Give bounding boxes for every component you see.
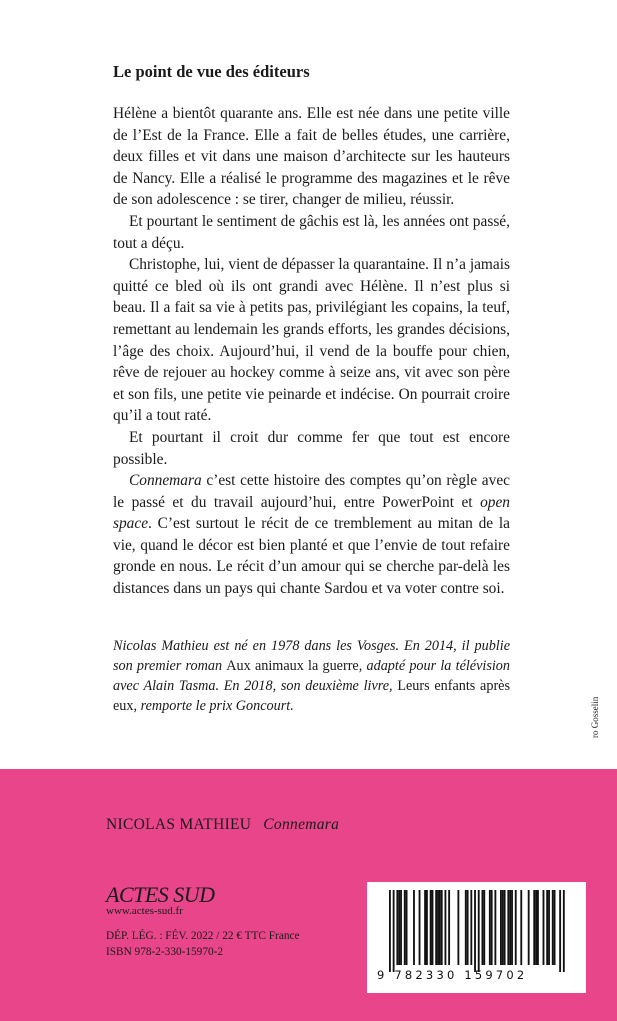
barcode-bar bbox=[483, 890, 485, 965]
barcode-bar bbox=[502, 890, 504, 965]
barcode-bar bbox=[543, 890, 545, 965]
barcode-bar bbox=[554, 890, 556, 965]
synopsis-paragraph-2: Et pourtant le sentiment de gâchis est là, les années ont passé, tout a déçu. bbox=[113, 212, 510, 252]
author-bio bbox=[113, 636, 510, 716]
photo-credit: ro Gosselin bbox=[590, 696, 600, 738]
isbn: ISBN 978-2-330-15970-2 bbox=[106, 945, 224, 958]
paragraph-5-text-a: c’est cette histoire des comptes qu’on règle avec le passé et du travail aujourd’hui, entre PowerPoint et bbox=[113, 472, 510, 511]
publisher-logo: ACTES SUD bbox=[106, 882, 215, 907]
barcode-bar bbox=[467, 890, 469, 965]
barcode-bar bbox=[507, 890, 509, 965]
barcode-bar bbox=[406, 890, 408, 965]
barcode-bar bbox=[441, 890, 443, 965]
barcode-bar bbox=[426, 890, 428, 965]
barcode-bar bbox=[535, 890, 537, 965]
barcode-bar bbox=[448, 890, 450, 965]
synopsis bbox=[113, 103, 510, 600]
barcode-bar bbox=[432, 890, 434, 965]
bio-part-3: , remporte le prix Goncourt. bbox=[133, 698, 294, 714]
barcode-bar bbox=[424, 890, 426, 965]
barcode-bar bbox=[563, 890, 565, 972]
barcode-bar bbox=[404, 890, 406, 965]
synopsis-paragraph-1: Hélène a bientôt quarante ans. Elle est née dans une petite ville de l’Est de la France. Elle a fait de belles études, une carrière, deux filles et vit dans une maison d’architecte sur les hauteurs de Nancy. Elle a réalisé le programme des magazines et le rêve de son adolescence : se tirer, changer de milieu, réussir. bbox=[113, 105, 510, 209]
book-title-emphasis: Connemara bbox=[129, 472, 202, 490]
author-title-line bbox=[106, 816, 339, 834]
barcode-bar bbox=[389, 890, 391, 972]
barcode-bar bbox=[504, 890, 506, 965]
legal-info bbox=[106, 929, 300, 960]
barcode-bar bbox=[413, 890, 415, 965]
author-name: NICOLAS MATHIEU bbox=[106, 816, 252, 833]
barcode-bar bbox=[509, 890, 511, 965]
barcode-digits: 9 782330 159702 bbox=[377, 968, 528, 982]
barcode-bar bbox=[500, 890, 502, 965]
barcode-bar bbox=[546, 890, 548, 965]
synopsis-paragraph-4: Et pourtant il croit dur comme fer que tout est encore possible. bbox=[113, 428, 510, 468]
barcode-bar bbox=[482, 890, 484, 965]
barcode-bar bbox=[552, 890, 554, 965]
paragraph-5-text-b: . C’est surtout le récit de ce tremblement au mitan de la vie, quand le décor est bien planté et que l’envie de tout refaire gronde en nous. Le récit d’un amour qui se cherche par-delà les distances dans un pays qui chante Sardou et va voter contre soi. bbox=[113, 515, 510, 598]
book-title: Connemara bbox=[263, 816, 340, 833]
barcode-bar bbox=[474, 890, 476, 972]
barcode-bar bbox=[528, 890, 530, 965]
barcode-bar bbox=[491, 890, 493, 965]
barcode-bar bbox=[437, 890, 439, 965]
barcode-bar bbox=[478, 890, 480, 972]
barcode-bar bbox=[470, 890, 472, 965]
barcode-bar bbox=[435, 890, 437, 965]
barcode-bar bbox=[533, 890, 535, 965]
barcode-bar bbox=[445, 890, 447, 965]
barcode-bar bbox=[396, 890, 398, 965]
barcode-bar bbox=[398, 890, 400, 965]
synopsis-paragraph-3: Christophe, lui, vient de dépasser la quarantaine. Il n’a jamais quitté ce bled où ils ont grandi avec Hélène. Il n’est plus si beau. Il a fait sa vie à petits pas, privilégiant les copains, la teuf, remettant au lendemain les grands efforts, les grandes décisions, l’âge des choix. Aujourd’hui, il vend de la bouffe pour chien, rêve de rejouer au hockey comme à seize ans, vit avec son père et son fils, une petite vie peinarde et indécise. On pourrait croire qu’il a tout raté. bbox=[113, 256, 510, 425]
bio-second-novel: Leurs enfants après eux bbox=[113, 678, 510, 714]
barcode-bar bbox=[430, 890, 432, 965]
barcode-bar bbox=[559, 890, 561, 972]
barcode-bar bbox=[511, 890, 513, 965]
barcode-bar bbox=[393, 890, 395, 972]
bio-part-1: Nicolas Mathieu est né en 1978 dans les Vosges. En 2014, il publie son premier roman bbox=[113, 638, 510, 674]
open-space-emphasis: open space bbox=[113, 493, 510, 533]
barcode-bar bbox=[457, 890, 459, 965]
barcode-bar bbox=[537, 890, 539, 965]
bio-first-novel: Aux animaux la guerre bbox=[226, 658, 359, 674]
barcode-bar bbox=[520, 890, 522, 965]
bio-part-2: , adapté pour la télévision avec Alain Tasma. En 2018, son deuxième livre, bbox=[113, 658, 510, 694]
barcode bbox=[367, 882, 586, 993]
barcode-bar bbox=[439, 890, 441, 965]
barcode-bar bbox=[494, 890, 496, 965]
section-title: Le point de vue des éditeurs bbox=[113, 62, 310, 81]
publisher-website: www.actes-sud.fr bbox=[106, 905, 183, 917]
barcode-bar bbox=[515, 890, 517, 965]
barcode-bar bbox=[465, 890, 467, 965]
synopsis-paragraph-5 bbox=[113, 470, 510, 600]
legal-deposit: DÉP. LÉG. : FÉV. 2022 / 22 € TTC France bbox=[106, 930, 300, 942]
barcode-bar bbox=[489, 890, 491, 965]
barcode-bar bbox=[400, 890, 402, 965]
barcode-bar bbox=[419, 890, 421, 965]
barcode-bar bbox=[548, 890, 550, 965]
